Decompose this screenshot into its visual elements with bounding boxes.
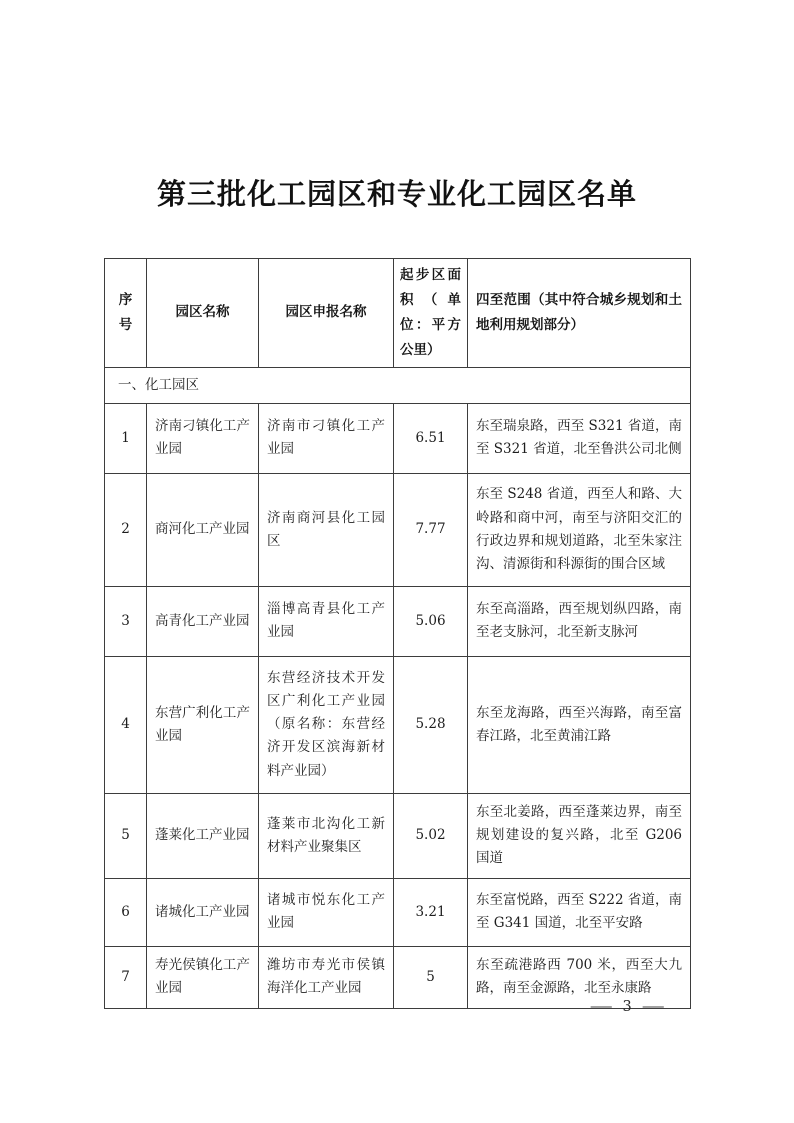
section-row bbox=[105, 367, 691, 403]
cell-declared-name: 潍坊市寿光市侯镇海洋化工产业园 bbox=[259, 946, 394, 1008]
cell-declared-name: 济南市刁镇化工产业园 bbox=[259, 403, 394, 473]
cell-no: 7 bbox=[105, 946, 147, 1008]
header-cell-no: 序号 bbox=[105, 259, 147, 368]
cell-area: 5.06 bbox=[394, 586, 468, 656]
cell-declared-name: 蓬莱市北沟化工新材料产业聚集区 bbox=[259, 793, 394, 878]
footer-left-dash: — bbox=[589, 999, 613, 1015]
header-cell-declared-name: 园区申报名称 bbox=[259, 259, 394, 368]
header-cell-area: 起步区面积（单位：平方公里） bbox=[394, 259, 468, 368]
cell-no: 6 bbox=[105, 878, 147, 946]
cell-declared-name: 诸城市悦东化工产业园 bbox=[259, 878, 394, 946]
cell-park-name: 东营广利化工产业园 bbox=[147, 656, 259, 793]
section-label: 一、化工园区 bbox=[105, 367, 691, 403]
cell-park-name: 商河化工产业园 bbox=[147, 473, 259, 586]
cell-area: 5.28 bbox=[394, 656, 468, 793]
page-number bbox=[589, 999, 665, 1015]
cell-area: 3.21 bbox=[394, 878, 468, 946]
cell-park-name: 蓬莱化工产业园 bbox=[147, 793, 259, 878]
cell-no: 5 bbox=[105, 793, 147, 878]
cell-range: 东至高淄路，西至规划纵四路，南至老支脉河，北至新支脉河 bbox=[468, 586, 691, 656]
cell-area: 6.51 bbox=[394, 403, 468, 473]
cell-park-name: 济南刁镇化工产业园 bbox=[147, 403, 259, 473]
parks-table bbox=[104, 258, 691, 1009]
document-title: 第三批化工园区和专业化工园区名单 bbox=[156, 177, 637, 211]
table-row bbox=[105, 473, 691, 586]
table-row bbox=[105, 656, 691, 793]
header-cell-name: 园区名称 bbox=[147, 259, 259, 368]
cell-area: 5 bbox=[394, 946, 468, 1008]
cell-declared-name: 淄博高青县化工产业园 bbox=[259, 586, 394, 656]
table-row bbox=[105, 403, 691, 473]
cell-declared-name: 济南商河县化工园区 bbox=[259, 473, 394, 586]
cell-range: 东至疏港路西 700 米，西至大九路，南至金源路，北至永康路 bbox=[468, 946, 691, 1008]
table-header-row bbox=[105, 259, 691, 368]
header-cell-range: 四至范围（其中符合城乡规划和土地利用规划部分） bbox=[468, 259, 691, 368]
cell-area: 7.77 bbox=[394, 473, 468, 586]
cell-park-name: 寿光侯镇化工产业园 bbox=[147, 946, 259, 1008]
cell-range: 东至龙海路，西至兴海路，南至富春江路，北至黄浦江路 bbox=[468, 656, 691, 793]
cell-no: 1 bbox=[105, 403, 147, 473]
cell-park-name: 诸城化工产业园 bbox=[147, 878, 259, 946]
cell-no: 4 bbox=[105, 656, 147, 793]
footer-page-number: 3 bbox=[622, 999, 632, 1015]
table-row bbox=[105, 878, 691, 946]
cell-range: 东至北姜路，西至蓬莱边界，南至规划建设的复兴路，北至 G206 国道 bbox=[468, 793, 691, 878]
table-row bbox=[105, 586, 691, 656]
cell-range: 东至富悦路，西至 S222 省道，南至 G341 国道，北至平安路 bbox=[468, 878, 691, 946]
cell-park-name: 高青化工产业园 bbox=[147, 586, 259, 656]
table-row bbox=[105, 793, 691, 878]
footer-right-dash: — bbox=[641, 999, 665, 1015]
cell-no: 3 bbox=[105, 586, 147, 656]
cell-range: 东至 S248 省道，西至人和路、大岭路和商中河，南至与济阳交汇的行政边界和规划道路，北至朱家注沟、清源街和科源街的围合区域 bbox=[468, 473, 691, 586]
cell-declared-name: 东营经济技术开发区广利化工产业园（原名称：东营经济开发区滨海新材料产业园） bbox=[259, 656, 394, 793]
cell-no: 2 bbox=[105, 473, 147, 586]
cell-area: 5.02 bbox=[394, 793, 468, 878]
cell-range: 东至瑞泉路，西至 S321 省道，南至 S321 省道，北至鲁洪公司北侧 bbox=[468, 403, 691, 473]
